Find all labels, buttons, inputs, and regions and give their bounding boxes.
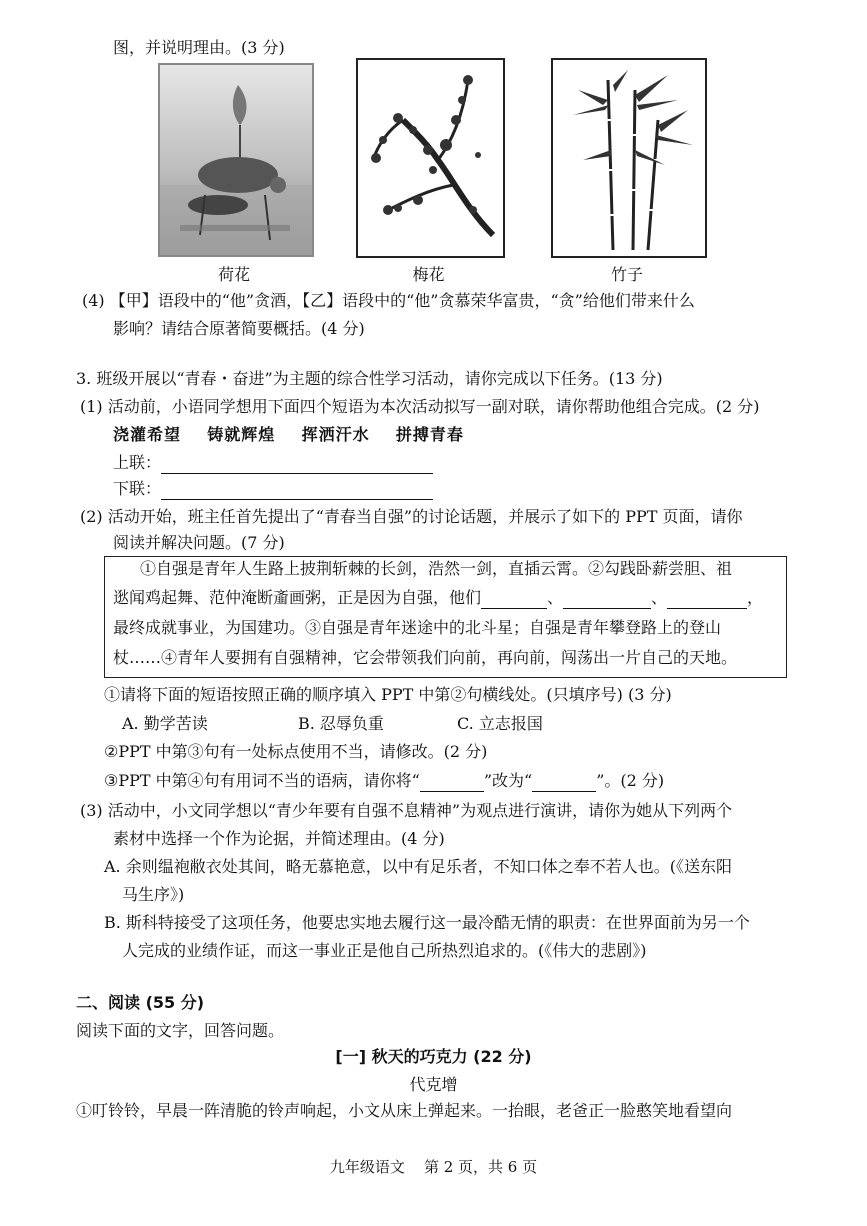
sub-question-1: ①请将下面的短语按照正确的顺序填入 PPT 中第②句横线处。(只填序号) (3 分) [104, 685, 672, 704]
plum-blossom-image [356, 58, 505, 258]
couplet-upper-label: 上联： [113, 453, 162, 472]
bamboo-painting-icon [553, 60, 705, 256]
option-b: B. 忍辱负重 [298, 714, 384, 733]
sub-question-3-text-c: ”。(2 分) [596, 771, 665, 790]
sub-question-3-text-a: ③PPT 中第④句有用词不当的语病，请你将“ [104, 771, 420, 790]
article-author: 代克增 [409, 1075, 458, 1094]
q4-line1: (4) 【甲】语段中的“他”贪酒，【乙】语段中的“他”贪慕荣华富贵，“贪”给他们带来什么 [82, 291, 695, 310]
q3-phrases: 浇灌希望 铸就辉煌 挥洒汗水 拼搏青春 [113, 425, 464, 444]
page-footer: 九年级语文 第 2 页，共 6 页 [329, 1158, 538, 1176]
article-title-text: [一] 秋天的巧克力 (22 分) [335, 1047, 532, 1066]
sub-question-2: ②PPT 中第③句有一处标点使用不当，请修改。(2 分) [104, 742, 488, 761]
ppt-line3: 最终成就事业，为国建功。③自强是青年迷途中的北斗星；自强是青年攀登路上的登山 [113, 618, 722, 637]
q3-part2-line1: (2) 活动开始，班主任首先提出了“青春当自强”的讨论话题，并展示了如下的 PPT 页面，请你 [80, 507, 743, 526]
material-b-line1: B. 斯科特接受了这项任务，他要忠实地去履行这一最冷酷无情的职责：在世界面前为另一个 [104, 913, 750, 932]
ppt-separator-1: 、 [547, 588, 564, 607]
image-caption-bamboo: 竹子 [610, 265, 643, 284]
material-b-line2: 人完成的业绩作证，而这一事业正是他自己所热烈追求的。(《伟大的悲剧》) [122, 941, 647, 960]
couplet-upper-blank[interactable] [161, 455, 433, 474]
ppt-blank-1[interactable] [481, 590, 547, 609]
question-continuation: 图，并说明理由。(3 分) [113, 38, 285, 57]
article-title [0, 1046, 867, 1068]
couplet-lower-blank[interactable] [161, 481, 433, 500]
bamboo-image [551, 58, 707, 258]
ppt-blank-3[interactable] [667, 590, 747, 609]
image-caption-lotus: 荷花 [217, 265, 250, 284]
material-a-line2: 马生序》) [122, 885, 185, 904]
lotus-image [158, 63, 314, 257]
couplet-lower-row [113, 478, 433, 500]
option-c: C. 立志报国 [457, 714, 543, 733]
section-heading-reading: 二、阅读 (55 分) [76, 993, 205, 1012]
q4-line2: 影响？请结合原著简要概括。(4 分) [113, 319, 365, 338]
q3-part2-line2: 阅读并解决问题。(7 分) [113, 533, 285, 552]
q3-title: 3. 班级开展以“青春・奋进”为主题的综合性学习活动，请你完成以下任务。(13 分) [76, 369, 663, 388]
reading-instruction: 阅读下面的文字，回答问题。 [76, 1021, 285, 1040]
image-caption-plum: 梅花 [412, 265, 445, 284]
sub-question-3-text-b: ”改为“ [483, 771, 533, 790]
article-paragraph-1: ①叮铃铃，早晨一阵清脆的铃声响起，小文从床上弹起来。一抬眼，老爸正一脸憨笑地看望向 [76, 1101, 733, 1120]
plum-blossom-painting-icon [358, 60, 503, 256]
sub-question-3 [104, 770, 664, 792]
wrong-word-blank[interactable] [420, 773, 484, 792]
ppt-line2-text: 逖闻鸡起舞、范仲淹断齑画粥，正是因为自强，他们 [113, 588, 482, 607]
ppt-line2 [113, 587, 763, 609]
q3-part3-line1: (3) 活动中，小文同学想以“青少年要有自强不息精神”为观点进行演讲，请你为她从下列两个 [80, 801, 733, 820]
ppt-blank-2[interactable] [563, 590, 651, 609]
ppt-line4: 杖……④青年人要拥有自强精神，它会带领我们向前，再向前，闯荡出一片自己的天地。 [113, 648, 738, 667]
ppt-line2-end: ， [747, 588, 764, 607]
lotus-painting-icon [160, 65, 312, 255]
material-a-line1: A. 余则缊袍敝衣处其间，略无慕艳意，以中有足乐者，不知口体之奉不若人也。(《送东阳 [104, 857, 732, 876]
ppt-line1: ①自强是青年人生路上披荆斩棘的长剑，浩然一剑，直插云霄。②勾践卧薪尝胆、祖 [140, 559, 733, 578]
q3-part1: (1) 活动前，小语同学想用下面四个短语为本次活动拟写一副对联，请你帮助他组合完成。(2 分) [80, 397, 760, 416]
couplet-lower-label: 下联： [113, 479, 162, 498]
couplet-upper-row [113, 452, 433, 474]
correct-word-blank[interactable] [532, 773, 596, 792]
option-a: A. 勤学苦读 [122, 714, 208, 733]
q3-part3-line2: 素材中选择一个作为论据，并简述理由。(4 分) [113, 829, 445, 848]
ppt-separator-2: 、 [651, 588, 668, 607]
